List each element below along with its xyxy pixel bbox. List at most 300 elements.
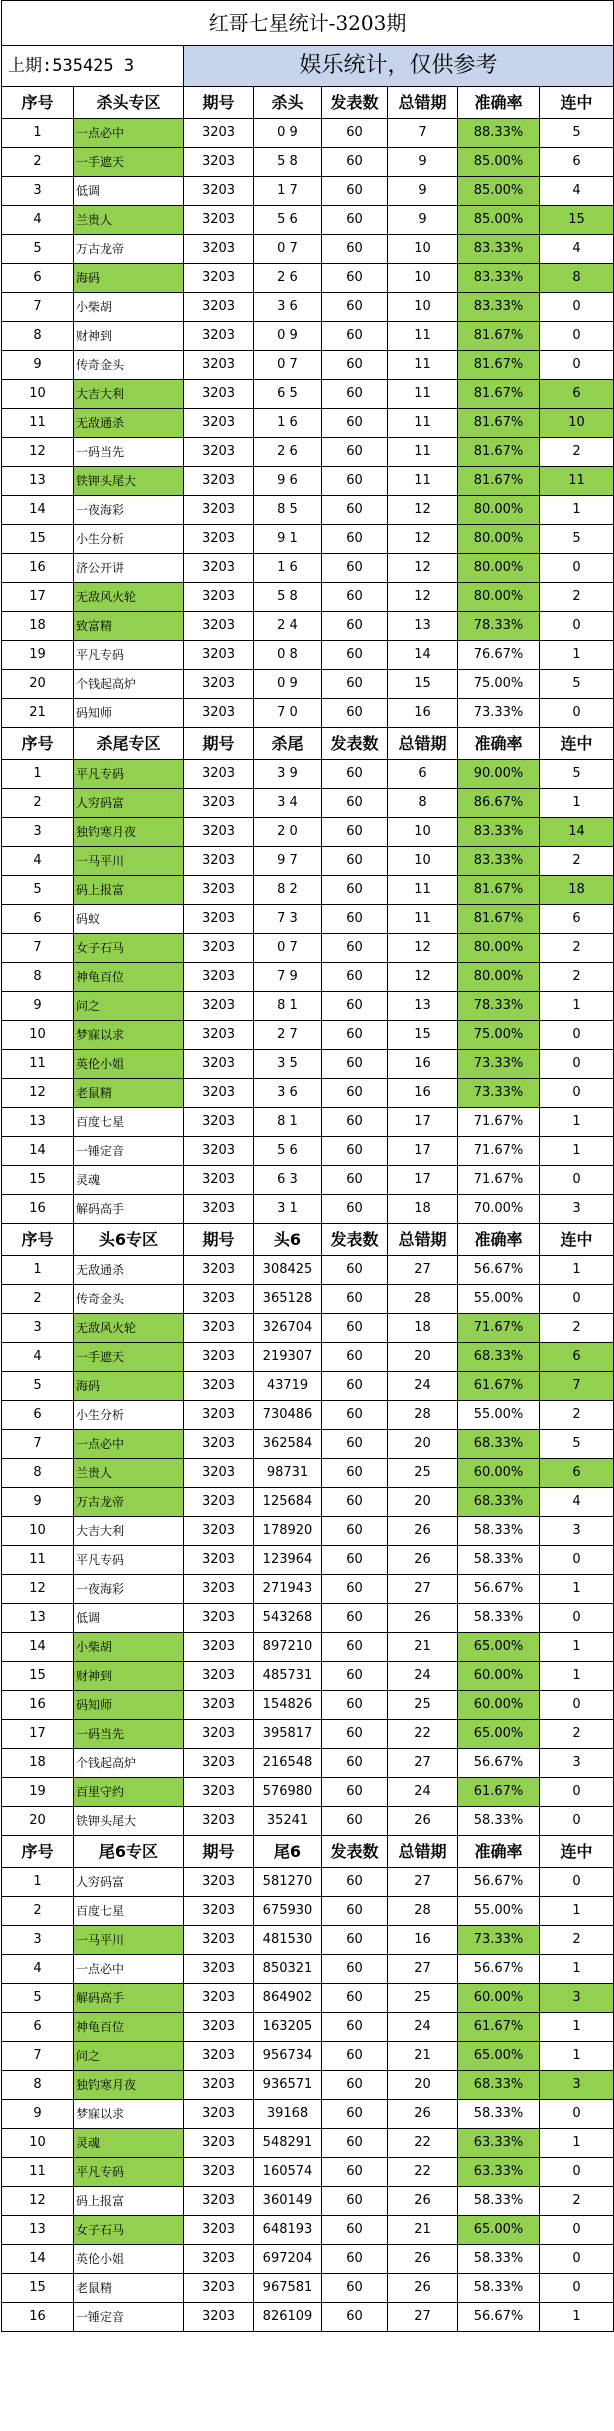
issue-number: 3203 <box>184 1343 254 1372</box>
predictor-name: 财神到 <box>74 1662 184 1691</box>
issue-number: 3203 <box>184 2100 254 2129</box>
column-header: 杀头 <box>254 87 322 119</box>
column-header: 发表数 <box>322 1836 388 1868</box>
column-header: 总错期 <box>388 1836 458 1868</box>
predictor-name: 平凡专码 <box>74 760 184 789</box>
row-index: 8 <box>2 2071 74 2100</box>
row-index: 18 <box>2 612 74 641</box>
win-streak: 3 <box>540 1517 614 1546</box>
table-row <box>2 1575 614 1604</box>
error-count: 26 <box>388 2100 458 2129</box>
predictor-name: 小柴胡 <box>74 1633 184 1662</box>
published-count: 60 <box>322 1137 388 1166</box>
table-row <box>2 554 614 583</box>
table-row <box>2 1050 614 1079</box>
predictor-name: 女子石马 <box>74 2216 184 2245</box>
error-count: 26 <box>388 1517 458 1546</box>
win-streak: 0 <box>540 1807 614 1836</box>
predictor-name: 码上报富 <box>74 876 184 905</box>
predictor-name: 低调 <box>74 1604 184 1633</box>
issue-number: 3203 <box>184 2274 254 2303</box>
issue-number: 3203 <box>184 1517 254 1546</box>
predictor-name: 老鼠精 <box>74 1079 184 1108</box>
published-count: 60 <box>322 818 388 847</box>
table-row <box>2 1166 614 1195</box>
accuracy-rate: 90.00% <box>458 760 540 789</box>
prediction-value: 6 5 <box>254 380 322 409</box>
table-row <box>2 1633 614 1662</box>
table-row <box>2 2013 614 2042</box>
win-streak: 0 <box>540 1604 614 1633</box>
win-streak: 2 <box>540 1314 614 1343</box>
issue-number: 3203 <box>184 1108 254 1137</box>
table-row <box>2 2071 614 2100</box>
accuracy-rate: 78.33% <box>458 612 540 641</box>
predictor-name: 码知师 <box>74 699 184 728</box>
issue-number: 3203 <box>184 1604 254 1633</box>
predictor-name: 兰贵人 <box>74 1459 184 1488</box>
row-index: 15 <box>2 1662 74 1691</box>
published-count: 60 <box>322 1314 388 1343</box>
published-count: 60 <box>322 2216 388 2245</box>
published-count: 60 <box>322 496 388 525</box>
win-streak: 3 <box>540 1749 614 1778</box>
issue-number: 3203 <box>184 409 254 438</box>
win-streak: 10 <box>540 409 614 438</box>
win-streak: 1 <box>540 1633 614 1662</box>
predictor-name: 一锤定音 <box>74 2303 184 2332</box>
column-header: 准确率 <box>458 728 540 760</box>
prediction-value: 0 9 <box>254 322 322 351</box>
table-row <box>2 670 614 699</box>
accuracy-rate: 60.00% <box>458 1662 540 1691</box>
prediction-value: 648193 <box>254 2216 322 2245</box>
column-header: 杀头专区 <box>74 87 184 119</box>
predictor-name: 传奇金头 <box>74 1285 184 1314</box>
row-index: 8 <box>2 322 74 351</box>
error-count: 9 <box>388 177 458 206</box>
published-count: 60 <box>322 206 388 235</box>
predictor-name: 神龟百位 <box>74 963 184 992</box>
accuracy-rate: 61.67% <box>458 2013 540 2042</box>
prediction-value: 43719 <box>254 1372 322 1401</box>
win-streak: 4 <box>540 177 614 206</box>
row-index: 14 <box>2 2245 74 2274</box>
predictor-name: 财神到 <box>74 322 184 351</box>
predictor-name: 码知师 <box>74 1691 184 1720</box>
win-streak: 1 <box>540 2303 614 2332</box>
win-streak: 1 <box>540 1108 614 1137</box>
table-row <box>2 525 614 554</box>
predictor-name: 梦寐以求 <box>74 1021 184 1050</box>
accuracy-rate: 81.67% <box>458 905 540 934</box>
column-header: 发表数 <box>322 1224 388 1256</box>
accuracy-rate: 73.33% <box>458 1050 540 1079</box>
prediction-value: 395817 <box>254 1720 322 1749</box>
error-count: 24 <box>388 1778 458 1807</box>
published-count: 60 <box>322 525 388 554</box>
row-index: 1 <box>2 1256 74 1285</box>
table-row <box>2 206 614 235</box>
row-index: 5 <box>2 235 74 264</box>
issue-number: 3203 <box>184 1720 254 1749</box>
issue-number: 3203 <box>184 612 254 641</box>
issue-number: 3203 <box>184 1691 254 1720</box>
page-title: 红哥七星统计-3203期 <box>2 1 614 46</box>
table-row <box>2 2303 614 2332</box>
error-count: 21 <box>388 2216 458 2245</box>
row-index: 2 <box>2 1897 74 1926</box>
published-count: 60 <box>322 1604 388 1633</box>
accuracy-rate: 81.67% <box>458 876 540 905</box>
prediction-value: 543268 <box>254 1604 322 1633</box>
issue-number: 3203 <box>184 670 254 699</box>
prediction-value: 1 6 <box>254 409 322 438</box>
published-count: 60 <box>322 670 388 699</box>
predictor-name: 小生分析 <box>74 525 184 554</box>
prediction-value: 9 7 <box>254 847 322 876</box>
win-streak: 6 <box>540 380 614 409</box>
error-count: 24 <box>388 2013 458 2042</box>
error-count: 11 <box>388 905 458 934</box>
predictor-name: 一码当先 <box>74 1720 184 1749</box>
error-count: 14 <box>388 641 458 670</box>
accuracy-rate: 83.33% <box>458 818 540 847</box>
error-count: 9 <box>388 206 458 235</box>
accuracy-rate: 80.00% <box>458 583 540 612</box>
accuracy-rate: 68.33% <box>458 1488 540 1517</box>
row-index: 5 <box>2 1984 74 2013</box>
published-count: 60 <box>322 2071 388 2100</box>
win-streak: 6 <box>540 905 614 934</box>
table-row <box>2 1195 614 1224</box>
published-count: 60 <box>322 1955 388 1984</box>
published-count: 60 <box>322 1050 388 1079</box>
prediction-value: 897210 <box>254 1633 322 1662</box>
published-count: 60 <box>322 554 388 583</box>
issue-number: 3203 <box>184 1285 254 1314</box>
table-row <box>2 1749 614 1778</box>
prediction-value: 8 2 <box>254 876 322 905</box>
published-count: 60 <box>322 467 388 496</box>
row-index: 11 <box>2 409 74 438</box>
error-count: 21 <box>388 1633 458 1662</box>
published-count: 60 <box>322 2187 388 2216</box>
prediction-value: 730486 <box>254 1401 322 1430</box>
issue-number: 3203 <box>184 583 254 612</box>
predictor-name: 梦寐以求 <box>74 2100 184 2129</box>
accuracy-rate: 68.33% <box>458 1430 540 1459</box>
table-row <box>2 789 614 818</box>
accuracy-rate: 78.33% <box>458 992 540 1021</box>
prediction-value: 3 1 <box>254 1195 322 1224</box>
issue-number: 3203 <box>184 1926 254 1955</box>
prediction-value: 7 0 <box>254 699 322 728</box>
error-count: 13 <box>388 992 458 1021</box>
win-streak: 1 <box>540 641 614 670</box>
prediction-value: 956734 <box>254 2042 322 2071</box>
error-count: 25 <box>388 1459 458 1488</box>
table-row <box>2 1897 614 1926</box>
prediction-value: 481530 <box>254 1926 322 1955</box>
column-header: 连中 <box>540 1224 614 1256</box>
win-streak: 0 <box>540 2158 614 2187</box>
predictor-name: 解码高手 <box>74 1984 184 2013</box>
prediction-value: 485731 <box>254 1662 322 1691</box>
accuracy-rate: 75.00% <box>458 670 540 699</box>
row-index: 13 <box>2 1108 74 1137</box>
table-row <box>2 963 614 992</box>
win-streak: 0 <box>540 1166 614 1195</box>
row-index: 4 <box>2 1343 74 1372</box>
issue-number: 3203 <box>184 992 254 1021</box>
issue-number: 3203 <box>184 1955 254 1984</box>
prediction-value: 8 1 <box>254 1108 322 1137</box>
issue-number: 3203 <box>184 1430 254 1459</box>
prediction-value: 123964 <box>254 1546 322 1575</box>
column-header: 杀尾专区 <box>74 728 184 760</box>
row-index: 13 <box>2 467 74 496</box>
prediction-value: 0 7 <box>254 235 322 264</box>
table-row <box>2 293 614 322</box>
published-count: 60 <box>322 177 388 206</box>
error-count: 28 <box>388 1897 458 1926</box>
table-row <box>2 119 614 148</box>
prediction-value: 6 3 <box>254 1166 322 1195</box>
issue-number: 3203 <box>184 2129 254 2158</box>
prediction-value: 936571 <box>254 2071 322 2100</box>
win-streak: 0 <box>540 2100 614 2129</box>
error-count: 10 <box>388 847 458 876</box>
predictor-name: 百度七星 <box>74 1108 184 1137</box>
prediction-value: 850321 <box>254 1955 322 1984</box>
row-index: 21 <box>2 699 74 728</box>
error-count: 13 <box>388 612 458 641</box>
published-count: 60 <box>322 1897 388 1926</box>
published-count: 60 <box>322 119 388 148</box>
win-streak: 2 <box>540 963 614 992</box>
row-index: 2 <box>2 148 74 177</box>
table-row <box>2 1401 614 1430</box>
win-streak: 0 <box>540 2216 614 2245</box>
row-index: 9 <box>2 351 74 380</box>
column-header: 杀尾 <box>254 728 322 760</box>
row-index: 4 <box>2 1955 74 1984</box>
error-count: 22 <box>388 2129 458 2158</box>
table-row <box>2 876 614 905</box>
issue-number: 3203 <box>184 2245 254 2274</box>
row-index: 3 <box>2 818 74 847</box>
table-row <box>2 1691 614 1720</box>
column-header: 期号 <box>184 728 254 760</box>
row-index: 5 <box>2 876 74 905</box>
issue-number: 3203 <box>184 380 254 409</box>
table-row <box>2 438 614 467</box>
issue-number: 3203 <box>184 2158 254 2187</box>
issue-number: 3203 <box>184 2071 254 2100</box>
error-count: 20 <box>388 2071 458 2100</box>
issue-number: 3203 <box>184 963 254 992</box>
prediction-value: 125684 <box>254 1488 322 1517</box>
error-count: 12 <box>388 496 458 525</box>
win-streak: 0 <box>540 1691 614 1720</box>
win-streak: 7 <box>540 1372 614 1401</box>
issue-number: 3203 <box>184 1662 254 1691</box>
column-header: 头6 <box>254 1224 322 1256</box>
error-count: 28 <box>388 1285 458 1314</box>
table-row <box>2 1662 614 1691</box>
accuracy-rate: 85.00% <box>458 206 540 235</box>
table-row <box>2 847 614 876</box>
error-count: 10 <box>388 264 458 293</box>
predictor-name: 一手遮天 <box>74 148 184 177</box>
table-row <box>2 641 614 670</box>
prediction-value: 826109 <box>254 2303 322 2332</box>
column-header: 准确率 <box>458 1836 540 1868</box>
accuracy-rate: 83.33% <box>458 264 540 293</box>
error-count: 27 <box>388 1868 458 1897</box>
table-row <box>2 1807 614 1836</box>
published-count: 60 <box>322 2303 388 2332</box>
issue-number: 3203 <box>184 1050 254 1079</box>
error-count: 8 <box>388 789 458 818</box>
accuracy-rate: 81.67% <box>458 380 540 409</box>
issue-number: 3203 <box>184 1166 254 1195</box>
predictor-name: 无敌通杀 <box>74 409 184 438</box>
table-row <box>2 380 614 409</box>
predictor-name: 灵魂 <box>74 2129 184 2158</box>
win-streak: 4 <box>540 235 614 264</box>
prediction-value: 9 6 <box>254 467 322 496</box>
win-streak: 2 <box>540 438 614 467</box>
predictor-name: 码上报富 <box>74 2187 184 2216</box>
accuracy-rate: 58.33% <box>458 2100 540 2129</box>
predictor-name: 万古龙帝 <box>74 235 184 264</box>
win-streak: 1 <box>540 1955 614 1984</box>
table-row <box>2 1488 614 1517</box>
prediction-value: 8 1 <box>254 992 322 1021</box>
prediction-value: 2 6 <box>254 264 322 293</box>
prediction-value: 548291 <box>254 2129 322 2158</box>
error-count: 27 <box>388 1749 458 1778</box>
win-streak: 0 <box>540 322 614 351</box>
prediction-value: 0 7 <box>254 351 322 380</box>
column-header: 序号 <box>2 87 74 119</box>
row-index: 19 <box>2 641 74 670</box>
predictor-name: 平凡专码 <box>74 2158 184 2187</box>
accuracy-rate: 71.67% <box>458 1108 540 1137</box>
column-header: 连中 <box>540 728 614 760</box>
predictor-name: 个钱起高炉 <box>74 1749 184 1778</box>
prediction-value: 7 9 <box>254 963 322 992</box>
table-row <box>2 2100 614 2129</box>
accuracy-rate: 60.00% <box>458 1984 540 2013</box>
published-count: 60 <box>322 1546 388 1575</box>
published-count: 60 <box>322 963 388 992</box>
published-count: 60 <box>322 1021 388 1050</box>
published-count: 60 <box>322 2245 388 2274</box>
error-count: 11 <box>388 351 458 380</box>
issue-number: 3203 <box>184 264 254 293</box>
predictor-name: 一点必中 <box>74 1430 184 1459</box>
accuracy-rate: 58.33% <box>458 1604 540 1633</box>
published-count: 60 <box>322 235 388 264</box>
win-streak: 1 <box>540 1137 614 1166</box>
predictor-name: 无敌通杀 <box>74 1256 184 1285</box>
accuracy-rate: 68.33% <box>458 1343 540 1372</box>
error-count: 28 <box>388 1401 458 1430</box>
issue-number: 3203 <box>184 1868 254 1897</box>
published-count: 60 <box>322 2013 388 2042</box>
accuracy-rate: 56.67% <box>458 1575 540 1604</box>
accuracy-rate: 81.67% <box>458 351 540 380</box>
win-streak: 0 <box>540 699 614 728</box>
table-row <box>2 1256 614 1285</box>
accuracy-rate: 63.33% <box>458 2129 540 2158</box>
table-row <box>2 2216 614 2245</box>
prediction-value: 9 1 <box>254 525 322 554</box>
issue-number: 3203 <box>184 177 254 206</box>
accuracy-rate: 80.00% <box>458 525 540 554</box>
win-streak: 0 <box>540 1079 614 1108</box>
issue-number: 3203 <box>184 206 254 235</box>
row-index: 3 <box>2 177 74 206</box>
error-count: 20 <box>388 1488 458 1517</box>
win-streak: 0 <box>540 293 614 322</box>
table-row <box>2 177 614 206</box>
issue-number: 3203 <box>184 1546 254 1575</box>
issue-number: 3203 <box>184 876 254 905</box>
win-streak: 18 <box>540 876 614 905</box>
predictor-name: 低调 <box>74 177 184 206</box>
issue-number: 3203 <box>184 641 254 670</box>
issue-number: 3203 <box>184 1401 254 1430</box>
win-streak: 0 <box>540 1778 614 1807</box>
row-index: 8 <box>2 1459 74 1488</box>
error-count: 26 <box>388 2245 458 2274</box>
column-header: 尾6 <box>254 1836 322 1868</box>
issue-number: 3203 <box>184 1897 254 1926</box>
table-row <box>2 2274 614 2303</box>
accuracy-rate: 83.33% <box>458 293 540 322</box>
win-streak: 3 <box>540 2071 614 2100</box>
error-count: 27 <box>388 1575 458 1604</box>
predictor-name: 独钓寒月夜 <box>74 2071 184 2100</box>
column-header: 序号 <box>2 1836 74 1868</box>
win-streak: 2 <box>540 934 614 963</box>
column-header: 发表数 <box>322 87 388 119</box>
win-streak: 2 <box>540 1401 614 1430</box>
row-index: 4 <box>2 206 74 235</box>
published-count: 60 <box>322 1633 388 1662</box>
published-count: 60 <box>322 380 388 409</box>
prediction-value: 1 6 <box>254 554 322 583</box>
accuracy-rate: 56.67% <box>458 1749 540 1778</box>
accuracy-rate: 56.67% <box>458 1256 540 1285</box>
row-index: 6 <box>2 905 74 934</box>
accuracy-rate: 65.00% <box>458 1720 540 1749</box>
predictor-name: 英伦小姐 <box>74 2245 184 2274</box>
table-row <box>2 1984 614 2013</box>
issue-number: 3203 <box>184 1079 254 1108</box>
row-index: 9 <box>2 2100 74 2129</box>
error-count: 11 <box>388 380 458 409</box>
prediction-value: 308425 <box>254 1256 322 1285</box>
error-count: 27 <box>388 1256 458 1285</box>
predictor-name: 一马平川 <box>74 1926 184 1955</box>
table-row <box>2 148 614 177</box>
accuracy-rate: 80.00% <box>458 496 540 525</box>
